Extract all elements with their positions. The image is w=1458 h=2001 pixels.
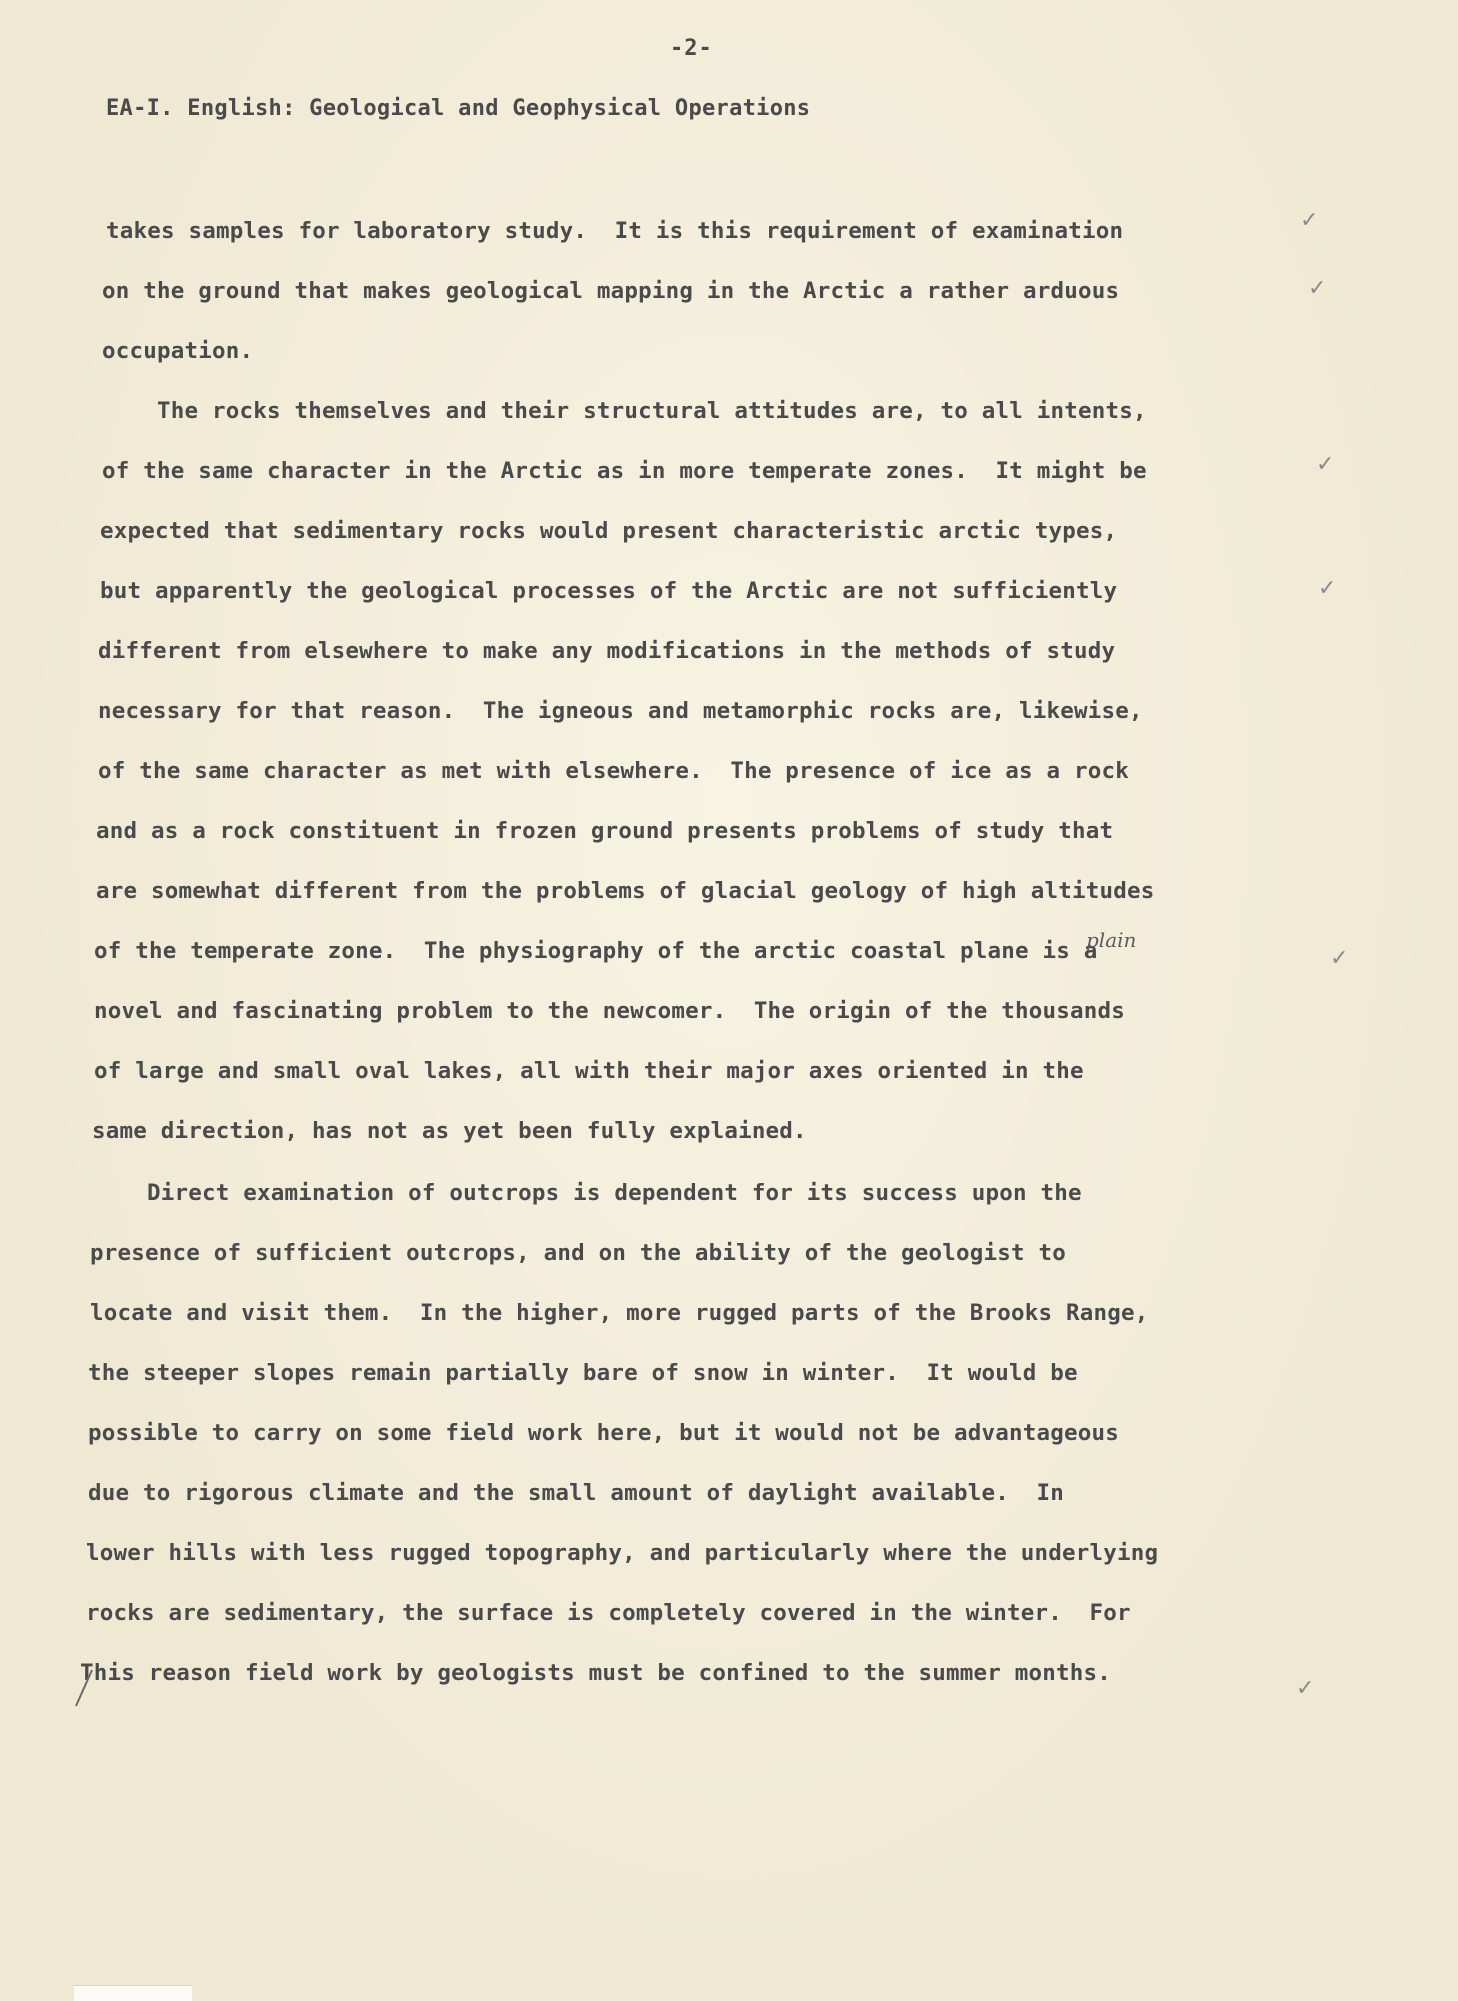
text-line: of large and small oval lakes, all with their major axes oriented in the xyxy=(94,1058,1084,1084)
text-line: of the same character as met with elsewhere. The presence of ice as a rock xyxy=(98,758,1129,784)
text-line: The rocks themselves and their structural attitudes are, to all intents, xyxy=(102,398,1147,424)
text-line: novel and fascinating problem to the newcomer. The origin of the thousands xyxy=(94,998,1125,1024)
text-line: on the ground that makes geological mapping in the Arctic a rather arduous xyxy=(102,278,1120,304)
check-mark-icon: ✓ xyxy=(1300,208,1319,233)
text-line: This reason field work by geologists must be confined to the summer months. xyxy=(80,1660,1111,1686)
check-mark-icon: ✓ xyxy=(1308,276,1327,301)
text-line: but apparently the geological processes of the Arctic are not sufficiently xyxy=(100,578,1118,604)
text-line: due to rigorous climate and the small amount of daylight available. In xyxy=(88,1480,1064,1506)
paper-edge xyxy=(74,1985,192,2001)
text-line: expected that sedimentary rocks would present characteristic arctic types, xyxy=(100,518,1118,544)
text-line: lower hills with less rugged topography, and particularly where the underlying xyxy=(86,1540,1159,1566)
check-mark-icon: ✓ xyxy=(1316,452,1335,477)
check-mark-icon: ✓ xyxy=(1318,576,1337,601)
handwritten-correction: plain xyxy=(1086,928,1137,952)
text-line: possible to carry on some field work here, but it would not be advantageous xyxy=(88,1420,1119,1446)
document-header: EA-I. English: Geological and Geophysical Operations xyxy=(106,96,811,121)
text-line: occupation. xyxy=(102,338,254,364)
text-line: necessary for that reason. The igneous and metamorphic rocks are, likewise, xyxy=(98,698,1143,724)
text-line: takes samples for laboratory study. It is this requirement of examination xyxy=(106,218,1124,244)
text-line: rocks are sedimentary, the surface is completely covered in the winter. For xyxy=(86,1600,1131,1626)
text-line: and as a rock constituent in frozen ground presents problems of study that xyxy=(96,818,1114,844)
text-line: different from elsewhere to make any modifications in the methods of study xyxy=(98,638,1116,664)
check-mark-icon: ✓ xyxy=(1296,1676,1315,1701)
text-line: same direction, has not as yet been fully explained. xyxy=(92,1118,807,1144)
text-line: locate and visit them. In the higher, more rugged parts of the Brooks Range, xyxy=(90,1300,1149,1326)
text-line: of the temperate zone. The physiography of the arctic coastal plane is a xyxy=(94,938,1098,964)
text-line: are somewhat different from the problems of glacial geology of high altitudes xyxy=(96,878,1155,904)
text-line: presence of sufficient outcrops, and on the ability of the geologist to xyxy=(90,1240,1066,1266)
text-line: of the same character in the Arctic as in more temperate zones. It might be xyxy=(102,458,1147,484)
check-mark-icon: ✓ xyxy=(1330,946,1349,971)
text-line: Direct examination of outcrops is dependent for its success upon the xyxy=(92,1180,1082,1206)
page-number: -2- xyxy=(670,36,713,61)
text-line: the steeper slopes remain partially bare of snow in winter. It would be xyxy=(88,1360,1078,1386)
slash-mark-icon xyxy=(72,1666,96,1710)
